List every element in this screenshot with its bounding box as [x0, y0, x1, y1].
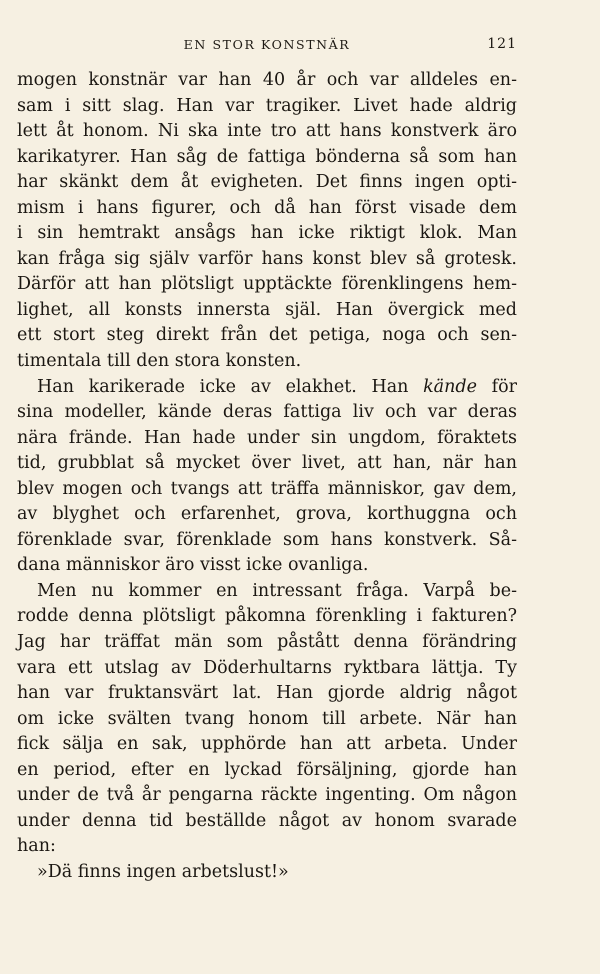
text-line: mism i hans figurer, och då han först visade dem: [17, 197, 517, 218]
text-line: Jag har träffat män som påstått denna förändring: [17, 632, 517, 653]
text-line: ett stort steg direkt från det petiga, noga och sen-: [17, 325, 517, 346]
text-line: han:: [17, 836, 56, 857]
text-line: han var fruktansvärt lat. Han gjorde aldrig något: [17, 683, 517, 704]
text-line: [17, 375, 517, 401]
text-line: av blyghet och erfarenhet, grova, korthuggna och: [17, 504, 517, 525]
text-line: karikatyrer. Han såg de fattiga bönderna så som han: [17, 146, 517, 167]
body-text: [17, 68, 517, 886]
text-line: kan fråga sig själv varför hans konst blev så grotesk.: [17, 248, 517, 269]
text-line: rodde denna plötsligt påkomna förenkling i fakturen?: [17, 606, 517, 627]
text-line: vara ett utslag av Döderhultarns ryktbara lättja. Ty: [17, 657, 517, 678]
text-line: mogen konstnär var han 40 år och var alldeles en-: [17, 70, 517, 90]
text-line: tid, grubblat så mycket över livet, att han, när han: [17, 453, 517, 474]
text-line: Därför att han plötsligt upptäckte förenklingens hem-: [17, 274, 517, 295]
paragraph-4: [17, 860, 517, 886]
paragraph-1: [17, 68, 517, 375]
emphasized-word: kände: [423, 376, 477, 397]
paragraph-3: [17, 579, 517, 860]
text-line: lighet, all konsts innersta själ. Han övergick med: [17, 299, 517, 320]
text-line: nära frände. Han hade under sin ungdom, föraktets: [17, 427, 517, 448]
text-line: Men nu kommer en intressant fråga. Varpå be-: [37, 580, 517, 601]
text-line: en period, efter en lyckad försäljning, gjorde han: [17, 759, 517, 780]
text-run: för: [476, 376, 517, 397]
text-run: Han karikerade icke av elakhet. Han: [37, 376, 424, 397]
text-line: om icke svälten tvang honom till arbete. När han: [17, 708, 517, 729]
paragraph-2: [17, 375, 517, 579]
text-line: sam i sitt slag. Han var tragiker. Livet hade aldrig: [17, 95, 517, 116]
text-line: i sin hemtrakt ansågs han icke riktigt klok. Man: [17, 223, 517, 244]
text-line: timentala till den stora konsten.: [17, 351, 302, 372]
text-line: lett åt honom. Ni ska inte tro att hans konstverk äro: [17, 121, 517, 142]
page-header: [17, 37, 517, 57]
running-title: EN STOR KONSTNÄR: [183, 37, 351, 52]
text-line: sina modeller, kände deras fattiga liv och var deras: [17, 402, 517, 423]
text-line: under de två år pengarna räckte ingenting. Om någon: [17, 785, 517, 806]
text-line: fick sälja en sak, upphörde han att arbeta. Under: [17, 734, 517, 755]
text-line: förenklade svar, förenklade som hans konstverk. Så-: [17, 529, 517, 550]
text-line: dana människor äro visst icke ovanliga.: [17, 555, 369, 576]
text-line: under denna tid beställde något av honom svarade: [17, 810, 517, 831]
text-line: blev mogen och tvangs att träffa människor, gav dem,: [17, 478, 517, 499]
page-number: 121: [487, 36, 517, 52]
text-line: »Dä finns ingen arbetslust!»: [37, 861, 289, 882]
text-line: har skänkt dem åt evigheten. Det finns ingen opti-: [17, 172, 517, 193]
